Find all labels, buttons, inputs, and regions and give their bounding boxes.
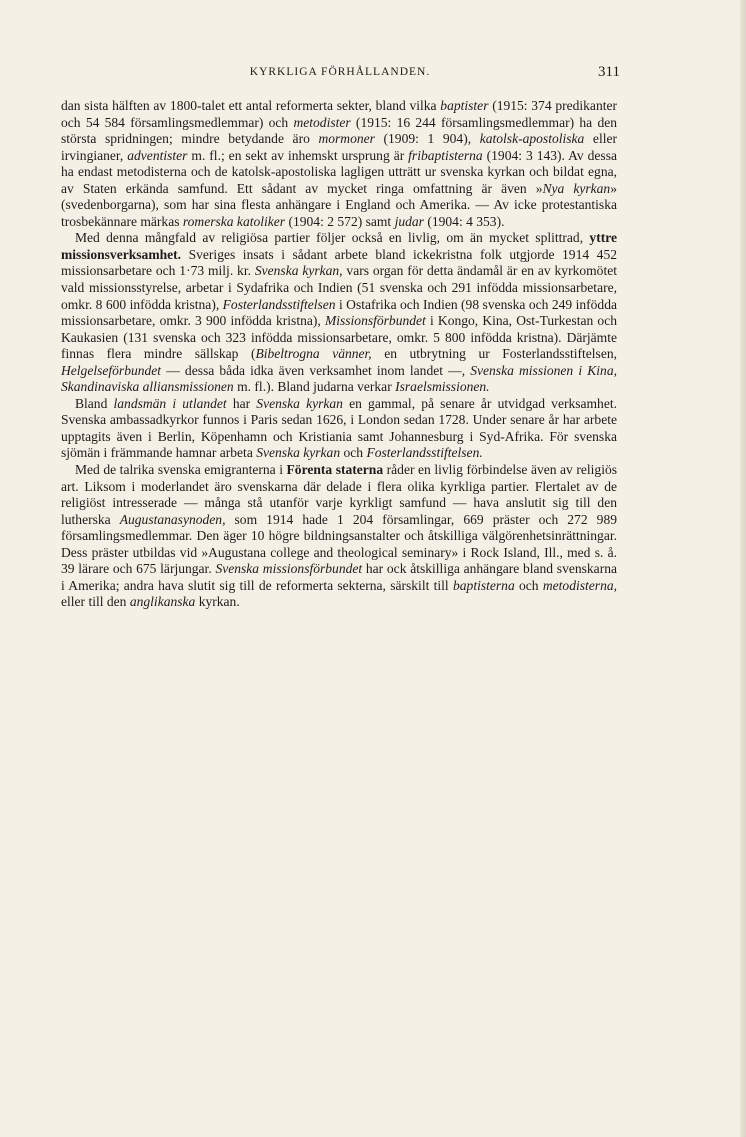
text-run: Bland [75, 395, 114, 411]
italic-term: Fosterlandsstiftelsen. [366, 445, 483, 461]
page-edge [740, 0, 746, 1137]
text-run: Med denna mångfald av religiösa partier följer också en livlig, om än mycket splittrad, [75, 230, 590, 246]
italic-term: baptisterna [453, 577, 515, 593]
bold-term: Förenta staterna [286, 462, 384, 478]
text-run: (1904: 3 143). Av dessa ha endast metodisterna och de katolsk-apostoliska lagligen utträtt ur svenska kyrkan och bildat egna, av Staten erkända samfund. Ett sådant av mycket ringa omfattning är även » [61, 147, 617, 196]
text-run: som 1914 hade 1 204 församlingar, 669 präster och 272 989 församlingsmedlemmar. Den äger 10 högre bildningsanstalter och åtskilliga välgörenhetsinrättningar. Dess präster utbildas vid »Augustana college and theological seminary» i Rock Island, Ill., med s. å. 39 lärare och 675 lärjungar. [61, 511, 617, 577]
italic-term: Svenska missionsförbundet [215, 561, 363, 577]
italic-term: fribaptisterna [408, 147, 483, 163]
italic-term: katolsk-apostoliska [479, 131, 585, 147]
italic-term: mormoner [318, 131, 375, 147]
text-run: m. fl.; en sekt av inhemskt ursprung är [187, 147, 409, 163]
italic-term: romerska katoliker [182, 213, 286, 229]
italic-term: Fosterlandsstiftelsen [222, 296, 336, 312]
italic-term: metodister [293, 114, 351, 130]
text-run: vars organ för detta ändamål är en av kyrkomötet vald missionsstyrelse, arbetar i Sydafrika och Indien (51 svenska och 291 infödda missionsarbetare, omkr. 8 600 infödda kristna), [61, 263, 617, 312]
italic-term: Israelsmissionen. [395, 379, 490, 395]
text-run: (1915: 374 predikanter och 54 584 församlingsmedlemmar) och [61, 98, 618, 130]
italic-term: anglikanska [129, 594, 196, 610]
italic-term: Svenska kyrkan [256, 445, 341, 461]
italic-term: landsmän i utlandet [113, 395, 227, 411]
italic-term: Helgelseförbundet [61, 362, 162, 378]
italic-term: Missionsförbundet [324, 313, 426, 329]
text-run: (1909: 1 904), [374, 131, 480, 147]
text-run: m. fl.). Bland judarna verkar [233, 379, 396, 395]
text-run: och [340, 445, 367, 461]
body-text [61, 98, 617, 611]
paragraph-abroad [61, 396, 617, 462]
bold-term: yttre missionsverksamhet. [61, 230, 617, 262]
text-run: i Ostafrika och Indien (98 svenska och 249 infödda missionsarbetare, omkr. 3 900 infödda kristna), [61, 296, 617, 329]
italic-term: Svenska kyrkan [256, 395, 343, 411]
running-head [60, 64, 620, 84]
text-run: kyrkan. [195, 594, 240, 610]
text-run: dan sista hälften av 1800-talet ett antal reformerta sekter, bland vilka [61, 98, 441, 113]
italic-term: baptister [440, 98, 489, 113]
text-run: — dessa båda idka även verksamhet inom landet —, [161, 362, 471, 378]
text-run: en utbrytning ur Fosterlandsstiftelsen, [371, 346, 617, 362]
italic-term: Augustanasynoden, [119, 511, 226, 527]
text-run: och [514, 577, 543, 593]
text-run: råder en livlig förbindelse även av religiös art. Liksom i moderlandet äro svenskarna där delade i flera olika kyrkliga partier. Flertalet av de religiöst intresserade — många stå utanför varje kyrkligt samfund — hava anslutit sig till den lutherska [61, 462, 617, 527]
text-run: » (svedenborgarna), som har sina flesta anhängare i England och Amerika. — Av icke protestantiska trosbekännare märkas [61, 180, 617, 229]
italic-term: Bibeltrogna vänner, [255, 346, 372, 362]
text-run: eller irvingianer, [61, 131, 617, 163]
paragraph-missions [61, 230, 617, 395]
paragraph-united-states [61, 462, 617, 611]
italic-term: metodisterna, [542, 577, 617, 593]
italic-term: adventister [127, 147, 188, 163]
italic-term: judar [394, 213, 424, 229]
text-run: har [226, 395, 257, 411]
page-number: 311 [598, 64, 620, 80]
text-run: (1904: 2 572) samt [285, 213, 395, 229]
italic-term: Svenska kyrkan, [254, 263, 343, 279]
text-run: eller till den [61, 594, 130, 610]
text-run: Sveriges insats i sådant arbete bland ickekristna folk utgjorde 1914 452 missionsarbetare och 1·73 milj. kr. [61, 246, 617, 279]
italic-term: Nya kyrkan [542, 180, 611, 196]
running-head-title: KYRKLIGA FÖRHÅLLANDEN. [249, 66, 431, 78]
italic-term: Svenska missionen i Kina, Skandinaviska alliansmissionen [61, 362, 617, 395]
text-run: (1904: 4 353). [423, 213, 505, 229]
text-run: Med de talrika svenska emigranterna i [75, 462, 287, 478]
text-run: har ock åtskilliga anhängare bland svenskarna i Amerika; andra hava slutit sig till de reformerta sekterna, särskilt till [61, 561, 617, 593]
text-run: i Kongo, Kina, Ost-Turkestan och Kaukasien (131 svenska och 323 infödda missionsarbetare, omkr. 5 800 infödda kristna). Därjämte finnas flera mindre sällskap ( [61, 313, 617, 362]
text-run: en gammal, på senare år utvidgad verksamhet. Svenska ambassadkyrkor funnos i Paris sedan 1626, i London sedan 1728. Under senare år har arbete upptagits även i Berlin, Köpenhamn och Kristiania samt Johannesburg i Syd-Afrika. För svenska sjömän i främmande hamnar arbeta [61, 395, 617, 461]
text-run: (1915: 16 244 församlingsmedlemmar) ha den största spridningen; mindre betydande äro [61, 114, 617, 147]
paragraph-sects [61, 98, 617, 230]
